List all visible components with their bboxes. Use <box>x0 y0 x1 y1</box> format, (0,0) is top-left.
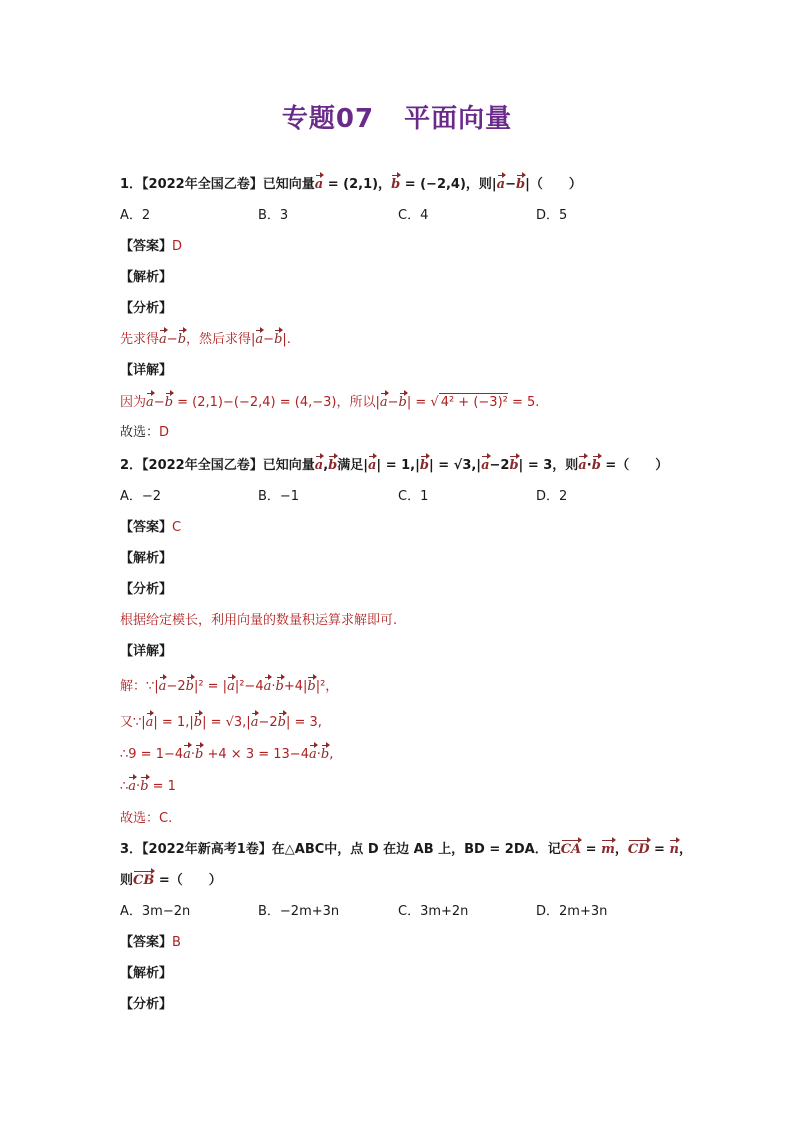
q3-option-b[interactable]: B．−2m+3n <box>258 904 340 919</box>
q1-answer: 【答案】D <box>120 239 183 254</box>
q3-option-d[interactable]: D．2m+3n <box>536 904 608 919</box>
q2-fenxi-label: 【分析】 <box>120 582 173 597</box>
q2-step-1: 解：∵|a−2b|² = |a|²−4a·b+4|b|²， <box>120 679 339 694</box>
question-3: 3．【2022年新高考1卷】在△ABC中，点 D 在边 AB 上，BD = 2DA．记CA = m，CD = n， <box>120 842 692 857</box>
q1-option-b[interactable]: B．3 <box>258 208 289 223</box>
q2-choose: 故选：C. <box>120 811 173 826</box>
q3-analysis-label: 【解析】 <box>120 966 173 981</box>
q1-analysis-label: 【解析】 <box>120 270 173 285</box>
q1-option-a[interactable]: A．2 <box>120 208 151 223</box>
q1-option-d[interactable]: D．5 <box>536 208 568 223</box>
q2-option-a[interactable]: A．−2 <box>120 489 162 504</box>
q3-answer: 【答案】B <box>120 935 181 950</box>
q2-answer: 【答案】C <box>120 520 182 535</box>
q3-options <box>120 903 680 921</box>
q2-step-3: ∴9 = 1−4a·b +4 × 3 = 13−4a·b, <box>120 747 334 762</box>
q1-detail: 因为a−b = (2,1)−(−2,4) = (4,−3)，所以|a−b| = √ 4² + (−3)² = 5. <box>120 395 540 410</box>
question-1: 1．【2022年全国乙卷】已知向量a = (2,1)，b = (−2,4)，则|a−b|（ ） <box>120 177 582 192</box>
q3-option-a[interactable]: A．3m−2n <box>120 904 191 919</box>
question-3-cont: 则CB =（ ） <box>120 873 222 888</box>
q1-fenxi-label: 【分析】 <box>120 301 173 316</box>
q2-fenxi: 根据给定模长，利用向量的数量积运算求解即可. <box>120 613 398 628</box>
q1-options <box>120 207 680 225</box>
q2-option-c[interactable]: C．1 <box>398 489 429 504</box>
q1-fenxi: 先求得a−b，然后求得|a−b|. <box>120 332 291 347</box>
q1-choose: 故选：D <box>120 425 170 440</box>
q1-option-c[interactable]: C．4 <box>398 208 429 223</box>
q2-option-d[interactable]: D．2 <box>536 489 568 504</box>
question-2: 2．【2022年全国乙卷】已知向量a,b满足|a| = 1,|b| = √3,|a−2b| = 3，则a·b =（ ） <box>120 458 669 473</box>
q3-fenxi-label: 【分析】 <box>120 997 173 1012</box>
q2-step-4: ∴a·b = 1 <box>120 779 176 794</box>
q2-options <box>120 488 680 506</box>
q3-option-c[interactable]: C．3m+2n <box>398 904 469 919</box>
page-title: 专题07 平面向量 <box>281 104 513 134</box>
q2-analysis-label: 【解析】 <box>120 551 173 566</box>
q2-option-b[interactable]: B．−1 <box>258 489 300 504</box>
q2-step-2: 又∵|a| = 1,|b| = √3,|a−2b| = 3, <box>120 715 322 730</box>
q2-detail-label: 【详解】 <box>120 644 173 659</box>
q1-detail-label: 【详解】 <box>120 363 173 378</box>
